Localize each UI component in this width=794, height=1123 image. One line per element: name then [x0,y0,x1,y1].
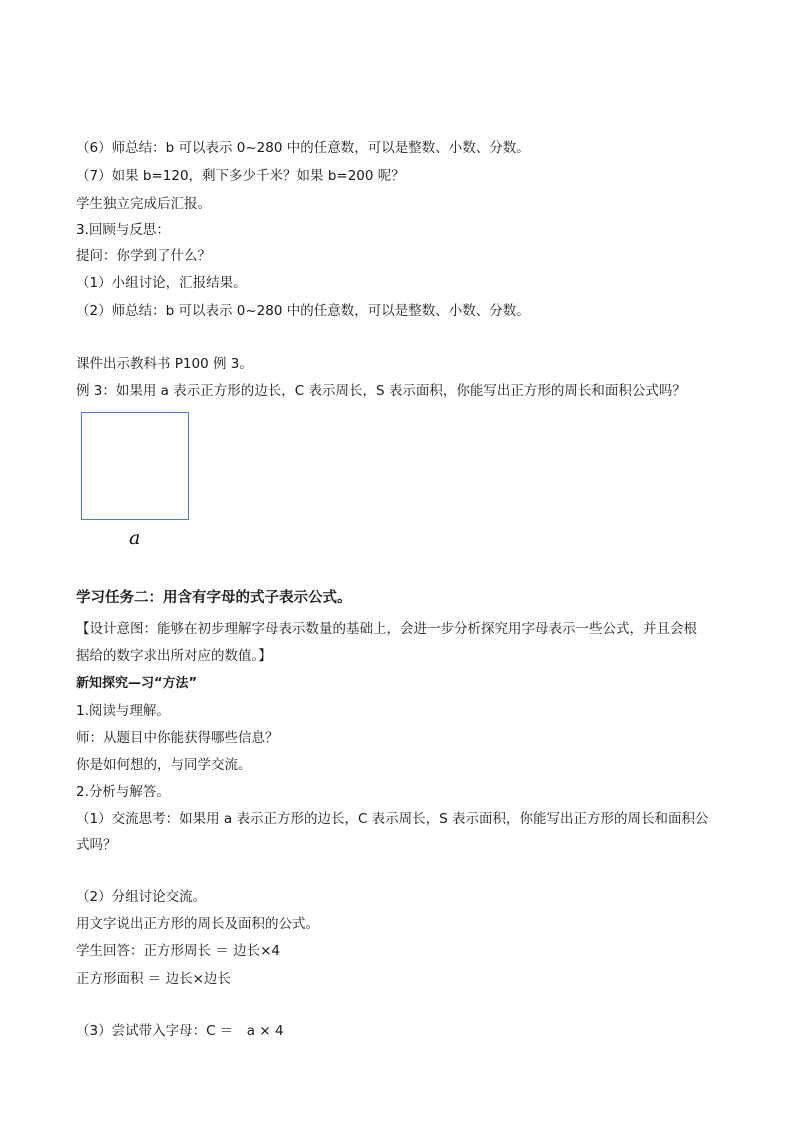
square-side-label: a [129,527,141,549]
design-intent-line-2: 据给的数字求出所对应的数值。】 [76,648,272,664]
word-formula-line: 用文字说出正方形的周长及面积的公式。 [76,916,319,932]
design-intent-line-1: 【设计意图：能够在初步理解字母表示数量的基础上，会进一步分析探究用字母表示一些公式，并且会根 [76,621,697,637]
review-heading: 3.回顾与反思： [76,222,170,238]
group-discuss-line: （2）分组讨论交流。 [76,889,207,905]
task-2-title: 学习任务二：用含有字母的式子表示公式。 [76,590,352,606]
exchange-line: 你是如何想的，与同学交流。 [76,757,252,773]
student-report-line: 学生独立完成后汇报。 [76,196,211,212]
area-formula-line: 正方形面积 ＝ 边长×边长 [76,971,231,987]
question-line-7: （7）如果 b=120，剩下多少千米？如果 b=200 呢？ [76,168,405,184]
teacher-question: 师：从题目中你能获得哪些信息？ [76,730,279,746]
example-3-line: 例 3：如果用 a 表示正方形的边长，C 表示周长，S 表示面积，你能写出正方形的周长和面积公式吗？ [76,383,686,399]
exchange-think-line-2: 式吗？ [76,837,117,853]
question-prompt: 提问：你学到了什么？ [76,248,211,264]
analysis-step: 2.分析与解答。 [76,784,170,800]
new-knowledge-subheading: 新知探究—习“方法” [76,676,198,691]
reading-step: 1.阅读与理解。 [76,703,170,719]
summary-line-2: （2）师总结：b 可以表示 0~280 中的任意数，可以是整数、小数、分数。 [76,303,530,319]
square-figure [81,412,189,520]
summary-line-6: （6）师总结：b 可以表示 0~280 中的任意数，可以是整数、小数、分数。 [76,140,530,156]
courseware-line: 课件出示教科书 P100 例 3。 [76,356,253,372]
letter-formula-line: （3）尝试带入字母：C ＝ a × 4 [76,1023,284,1039]
exchange-think-line-1: （1）交流思考：如果用 a 表示正方形的边长，C 表示周长，S 表示面积，你能写出正方形的周长和面积公 [76,811,709,827]
group-discussion-line: （1）小组讨论，汇报结果。 [76,275,247,291]
perimeter-formula-line: 学生回答：正方形周长 ＝ 边长×4 [76,943,280,959]
